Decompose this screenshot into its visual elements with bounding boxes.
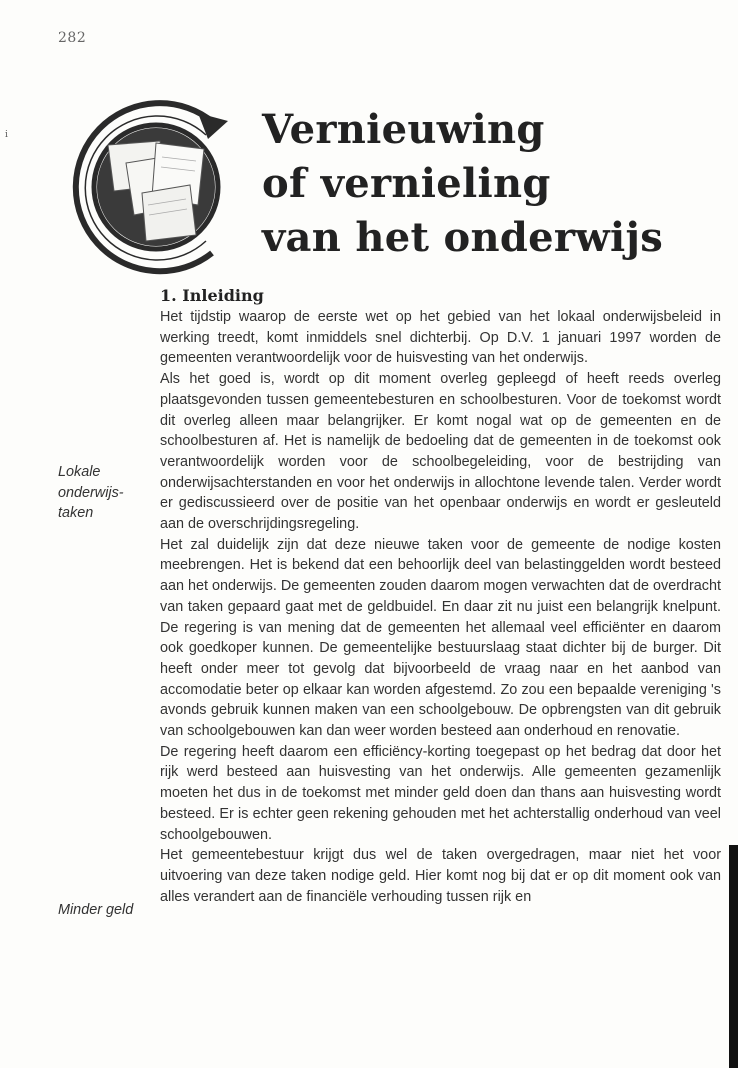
- body-text: [160, 307, 721, 907]
- paragraph: Het tijdstip waarop de eerste wet op het gebied van het lokaal onderwijsbeleid in werking treedt, komt inmiddels snel dichterbij. Op D.V. 1 januari 1997 worden de gemeenten verantwoordelijk voor de huisvesting van het onderwijs.: [160, 309, 721, 367]
- section-heading: 1. Inleiding: [160, 286, 264, 305]
- paragraph: Het zal duidelijk zijn dat deze nieuwe taken voor de gemeente de nodige kosten meebrengen. Het is bekend dat een behoorlijk deel van belastinggelden wordt besteed aan het onderwijs. De gemeenten zouden daarom mogen verwachten dat de overdracht van taken gepaard gaat met de geldbuidel. En daar zit nu juist een belangrijk knelpunt. De regering is van mening dat de gemeenten het allemaal veel efficiënter en daarom ook goedkoper kunnen. De gemeentelijke bestuurslaag staat dichter bij de burger. Dit heeft onder meer tot gevolg dat bijvoorbeeld de vraag naar en het aanbod van accomodatie beter op elkaar kan worden afgestemd. Zo zou een bepaalde vereniging 's avonds gebruik kunnen maken van een schoolgebouw. De opbrengsten van dit gebruik van schoolgebouwen kan dan weer worden besteed aan onderhoud en renovatie.: [160, 536, 721, 740]
- paragraph: Als het goed is, wordt op dit moment overleg gepleegd of heeft reeds overleg plaatsgevonden tussen gemeentebesturen en schoolbesturen. Voor de toekomst wordt dit overleg alleen maar belangrijker. Er komt nogal wat op de gemeenten en de schoolbesturen af. Het is namelijk de bedoeling dat de gemeenten in de toekomst ook verantwoordelijk worden voor de schoolbegeleiding, voor de bestrijding van onderwijsachterstanden en voor het onderwijs in allochtone levende talen. Verder wordt er gediscussieerd over de positie van het openbaar onderwijs en wordt er gesleuteld aan de overschrijdingsregeling.: [160, 371, 721, 533]
- margin-note: Minder geld: [58, 902, 134, 918]
- paragraph: Het gemeentebestuur krijgt dus wel de taken overgedragen, maar niet het voor uitvoering van deze taken nodige geld. Hier komt nog bij dat er op dit moment ook van alles verandert aan de financiële verhouding tussen rijk en: [160, 847, 721, 905]
- page-number: 282: [58, 30, 87, 46]
- page-title: [262, 103, 663, 265]
- title-line: Vernieuwing: [262, 106, 545, 153]
- section-logo-icon: [56, 93, 242, 279]
- margin-note: Lokale onderwijs-taken: [58, 464, 124, 522]
- scan-edge-shadow: [729, 845, 738, 1068]
- title-line: of vernieling: [262, 160, 551, 207]
- scan-mark: i: [5, 130, 8, 140]
- title-line: van het onderwijs: [262, 214, 664, 261]
- paragraph: De regering heeft daarom een efficiëncy-korting toegepast op het bedrag dat door het rijk werd besteed aan huisvesting van het onderwijs. Alle gemeenten gezamenlijk moeten het dus in de toekomst met minder geld doen dan thans aan huisvesting wordt besteed. Er is echter geen rekening gehouden met het achterstallig onderhoud van veel schoolgebouwen.: [160, 743, 721, 843]
